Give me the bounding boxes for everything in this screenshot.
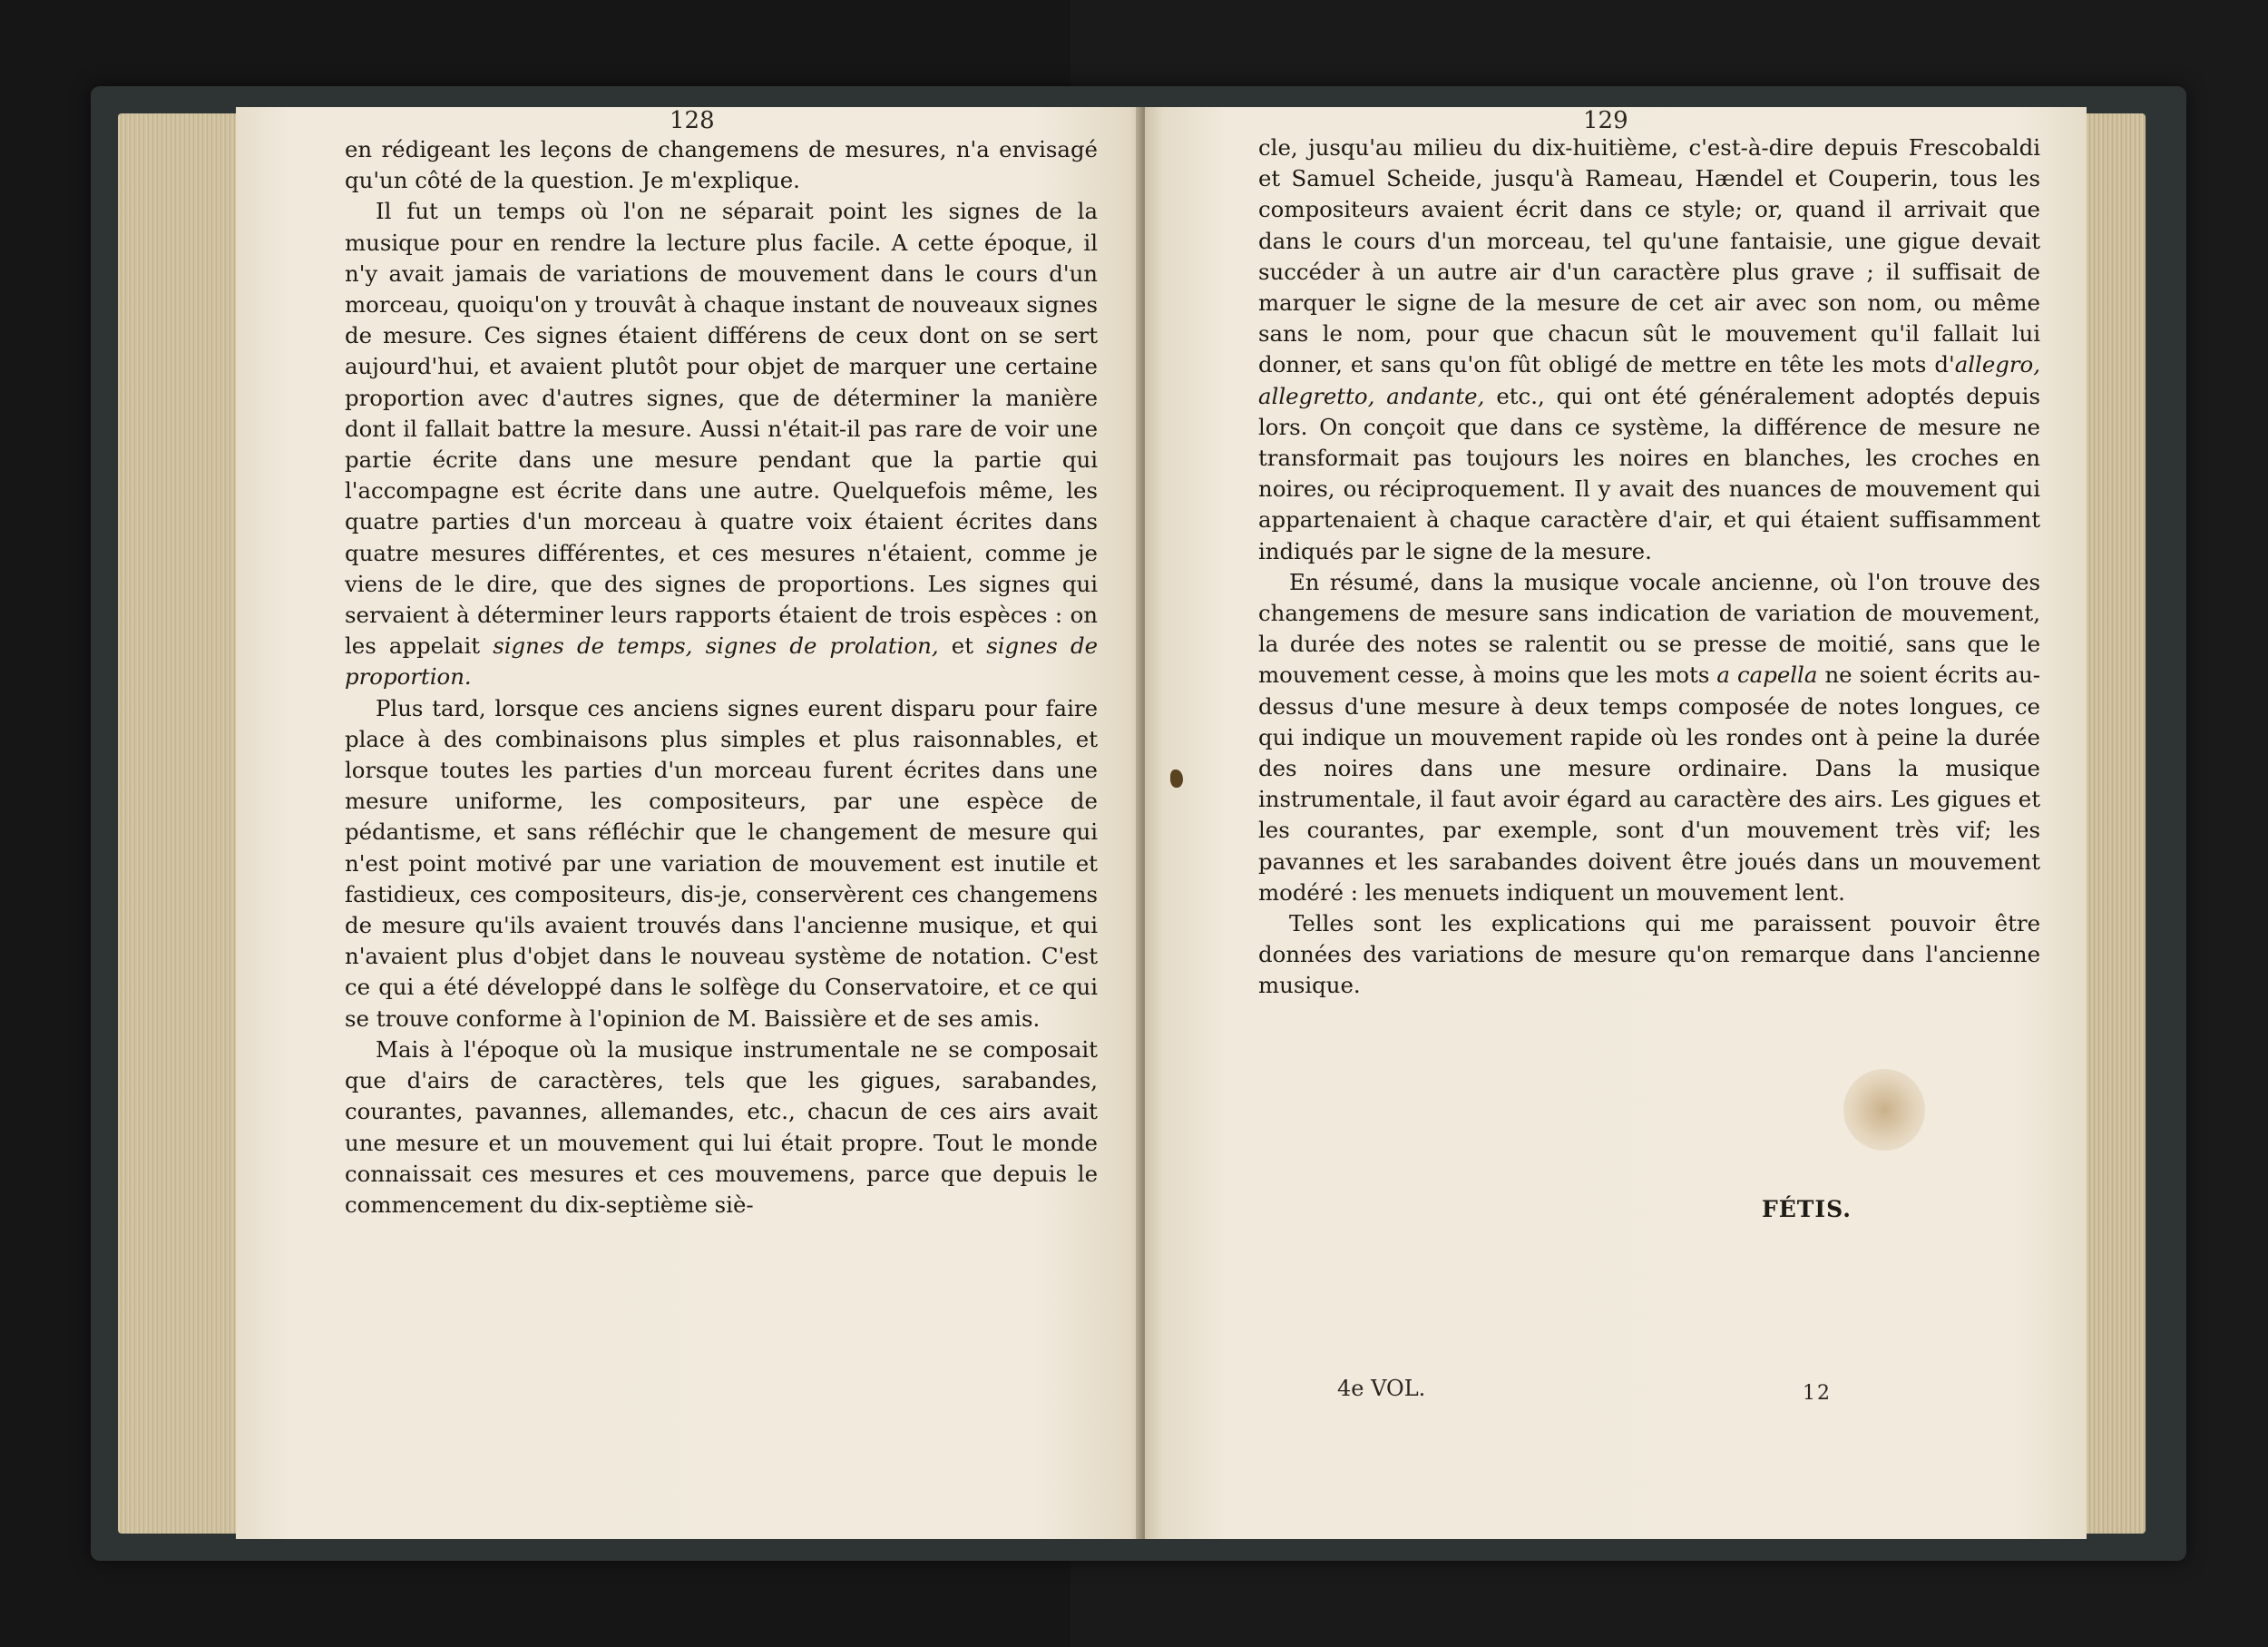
paragraph: [1258, 567, 2040, 908]
page-number-left: 128: [670, 107, 715, 134]
italic-term: signes de proportion.: [345, 632, 1098, 691]
signature-mark: 12: [1803, 1382, 1832, 1405]
conjunction: et: [951, 632, 974, 660]
paragraph-text: ne soient écrits au-dessus d'une mesure à deux temps composée de notes longues, ce qui indique un mouvement rapide où les rondes ont à peine la durée des noires dans une mesure ordinaire. Dans la musique instrumentale, il faut avoir égard au caractère des airs. Les gigues et les courantes, par exemple, sont d'un mouvement très vif; les pavannes et les sarabandes doivent être joués dans un mouvement modéré : les menuets indiquent un mouvement lent.: [1258, 662, 2041, 906]
paragraph: [1258, 132, 2040, 567]
paragraph-text: etc., qui ont été généralement adoptés depuis lors. On conçoit que dans ce système, la différence de mesure ne transformait pas toujours les noires en blanches, les croches en noires, ou réciproquement. Il y avait des nuances de mouvement qui appartenaient à chaque caractère d'air, et qui étaient suffisamment indiqués par le signe de la mesure.: [1258, 382, 2040, 564]
paragraph-text: cle, jusqu'au milieu du dix-huitième, c'est-à-dire depuis Frescobaldi et Samuel Scheide, jusqu'à Rameau, Hændel et Couperin, tous les compositeurs avaient écrit dans ce style; or, quand il arrivait que dans le cours d'un morceau, tel qu'une fantaisie, une gigue devait succéder à un autre air d'un caractère plus grave ; il suffisait de marquer le signe de la mesure de cet air avec son nom, ou même sans le nom, pour que chacun sût le mouvement qu'il fallait lui donner, et sans qu'on fût obligé de mettre en tête les mots d': [1258, 134, 2040, 378]
italic-term: a capella: [1716, 662, 1818, 689]
page-number-right: 129: [1583, 107, 1628, 134]
right-page-text: [1258, 132, 2040, 1002]
paragraph-text: Il fut un temps où l'on ne séparait point les signes de la musique pour en rendre la lecture plus facile. A cette époque, il n'y avait jamais de variations de mouvement dans le cours d'un morceau, quoiqu'on y trouvât à chaque instant de nouveaux signes de mesure. Ces signes étaient différens de ceux dont on se sert aujourd'hui, et avaient plutôt pour objet de marquer une certaine proportion avec d'autres signes, que de déterminer la manière dont il fallait battre la mesure. Aussi n'était-il pas rare de voir une partie écrite dans une mesure pendant que la partie qui l'accompagne est écrite dans une autre. Quelquefois même, les quatre parties d'un morceau à quatre voix étaient écrites dans quatre mesures différentes, et ces mesures n'étaient, comme je viens de le dire, que des signes de proportions. Les signes qui servaient à déterminer leurs rapports étaient de trois espèces : on les appelait: [345, 198, 1098, 660]
paragraph: en rédigeant les leçons de changemens de mesures, n'a envisagé qu'un côté de la question. Je m'explique.: [345, 136, 1098, 194]
page-edges-left: [118, 113, 245, 1534]
left-page-text: [345, 134, 1098, 1221]
paragraph: Plus tard, lorsque ces anciens signes eurent disparu pour faire place à des combinaisons plus simples et plus raisonnables, et lorsque toutes les parties d'un morceau furent écrites dans une mesure uniforme, les compositeurs, par une espèce de pédantisme, et sans réfléchir que le changement de mesure qui n'est point motivé par une variation de mouvement est inutile et fastidieux, ces compositeurs, dis-je, conservèrent ces changemens de mesure qu'ils avaient trouvés dans l'ancienne musique, et qui n'avaient plus d'objet dans le nouveau système de notation. C'est ce qui a été développé dans le solfège du Conservatoire, et ce qui se trouve conforme à l'opinion de M. Baissière et de ses amis.: [345, 694, 1098, 1032]
right-page: [1145, 107, 2087, 1539]
left-page: [236, 107, 1143, 1539]
author-signature: FÉTIS.: [1762, 1196, 1852, 1222]
page-edges-right: [2082, 113, 2146, 1534]
ink-blot: [1170, 770, 1183, 788]
footer-volume: 4e VOL.: [1337, 1376, 1426, 1401]
italic-term: signes de temps, signes de prolation,: [493, 632, 939, 660]
paragraph: Mais à l'époque où la musique instrumentale ne se composait que d'airs de caractères, tels que les gigues, sarabandes, courantes, pavannes, allemandes, etc., chacun de ces airs avait une mesure et un mouvement qui lui était propre. Tout le monde connaissait ces mesures et ces mouvemens, parce que depuis le commencement du dix-septième siè-: [345, 1035, 1098, 1218]
paragraph: Telles sont les explications qui me paraissent pouvoir être données des variations de mesure qu'on remarque dans l'ancienne musique.: [1258, 910, 2040, 999]
paragraph: [345, 196, 1098, 692]
italic-term: allegro, allegretto, andante,: [1258, 351, 2040, 409]
paragraph-text: En résumé, dans la musique vocale ancienne, où l'on trouve des changemens de mesure sans indication de variation de mouvement, la durée des notes se ralentit ou se presse de moitié, sans que le mouvement cesse, à moins que les mots: [1258, 568, 2040, 689]
foxing-stain: [1843, 1069, 1925, 1151]
